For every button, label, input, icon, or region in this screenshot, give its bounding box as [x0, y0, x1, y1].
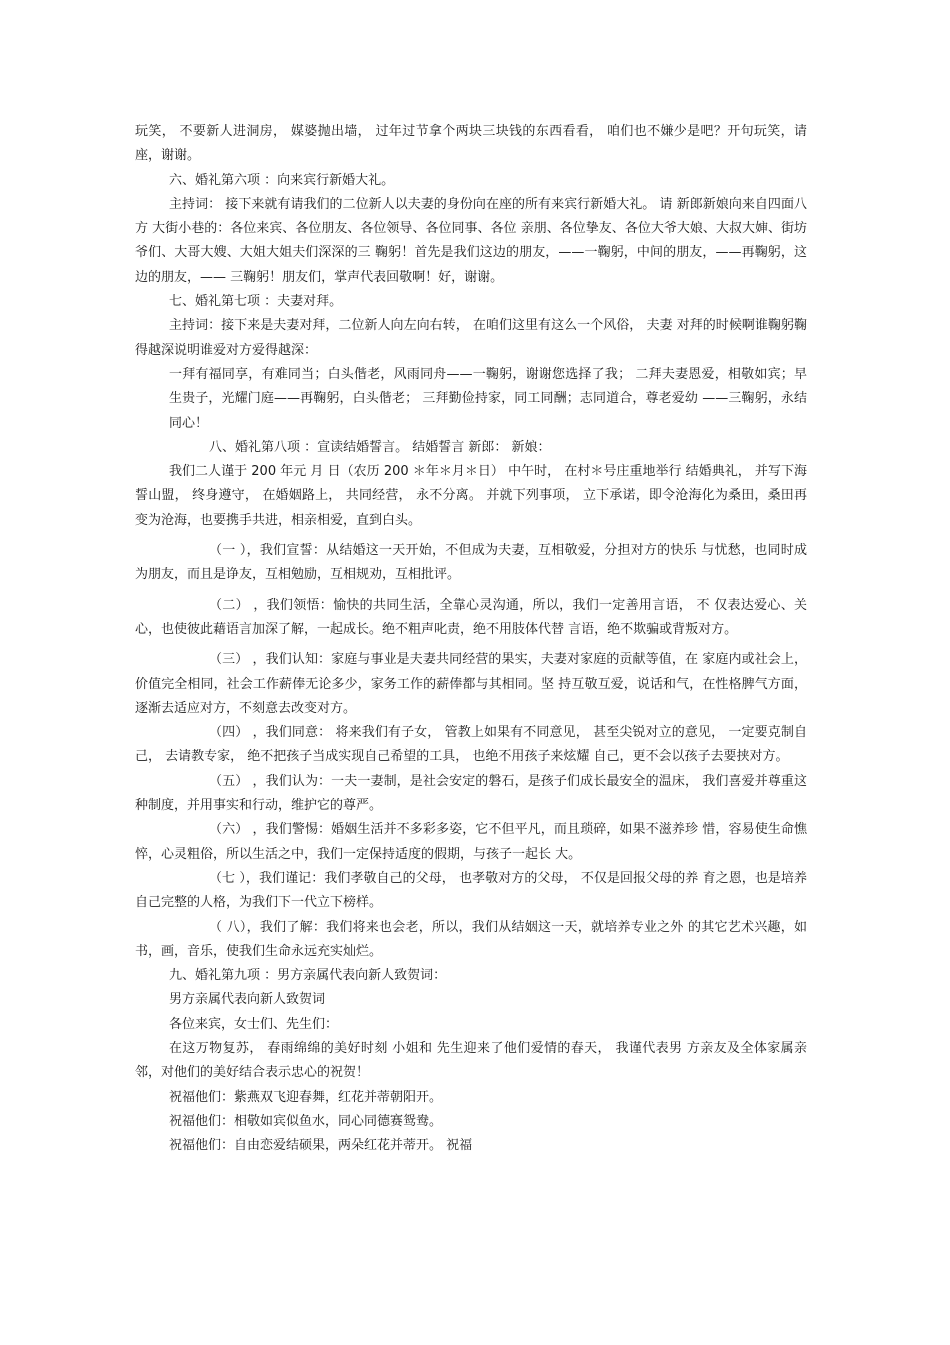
vow-item-3: （三） ，我们认知：家庭与事业是夫妻共同经营的果实，夫妻对家庭的贡献等值，在 家庭内或社会上，价值完全相同，社会工作薪俸无论多少，家务工作的薪俸都与其相同。坚 持互敬互爱，说话和气，在性格脾气方面，逐渐去适应对方，不刻意去改变对方。	[135, 652, 807, 716]
paragraph-vow-intro: 我们二人谨于 200 年元 月 日（农历 200 ＊年＊月＊日） 中午时， 在村＊号庄重地举行 结婚典礼， 并写下海誓山盟， 终身遵守， 在婚姻路上， 共同经营， 永不分离。 并就下列事项， 立下承诺，即令沧海化为桑田，桑田再变为沧海，也要携手共进，相亲相爱，直到白头。	[135, 464, 807, 528]
heading-item-8: 八、婚礼第八项 ：宣读结婚誓言。 结婚誓言 新郎： 新娘：	[209, 439, 551, 455]
document-page	[135, 120, 807, 1158]
paragraph-three-bows: 一拜有福同享，有难同当；白头偕老，风雨同舟——一鞠躬，谢谢您选择了我； 二拜夫妻恩爱，相敬如宾；早生贵子，光耀门庭——再鞠躬，白头偕老； 三拜勤俭持家，同工同酬；志同道合，尊老爱幼 ——三鞠躬，永结同心！	[169, 366, 807, 431]
blessing-line-1: 祝福他们：紫燕双飞迎春舞，红花并蒂朝阳开。	[169, 1089, 443, 1105]
vow-item-6: （六） ，我们警惕：婚姻生活并不多彩多姿，它不但平凡，而且琐碎，如果不滋养珍 惜，容易使生命憔悴，心灵粗俗，所以生活之中，我们一定保持适度的假期，与孩子一起长 大。	[135, 822, 807, 862]
vow-item-5: （五） ，我们认为：一夫一妻制，是社会安定的磐石，是孩子们成长最安全的温床， 我们喜爱并尊重这种制度，并用事实和行动，维护它的尊严。	[135, 773, 807, 814]
paragraph-intro-continuation: 玩笑， 不要新人进洞房， 媒婆抛出墙， 过年过节拿个两块三块钱的东西看看， 咱们也不嫌少是吧？开句玩笑，请座，谢谢。	[135, 124, 807, 164]
vow-item-2: （二） ，我们领悟：愉快的共同生活，全靠心灵沟通，所以，我们一定善用言语， 不 仅表达爱心、关心，也使彼此藉语言加深了解，一起成长。绝不粗声叱责，绝不用肢体代替 言语，绝不欺骗或背叛对方。	[135, 597, 807, 637]
vow-item-8: （ 八），我们了解：我们将来也会老，所以，我们从结姻这一天，就培养专业之外 的其它艺术兴趣，如书，画，音乐，使我们生命永远充实灿烂。	[135, 919, 807, 959]
speech-body: 在这万物复苏， 春雨绵绵的美好时刻 小姐和 先生迎来了他们爱情的春天， 我谨代表男 方亲友及全体家属亲邻，对他们的美好结合表示忠心的祝贺！	[135, 1040, 807, 1081]
blessing-line-3: 祝福他们：自由恋爱结硕果，两朵红花并蒂开。 祝福	[169, 1138, 473, 1154]
speech-greeting: 各位来宾，女士们、先生们：	[169, 1016, 339, 1032]
heading-item-6: 六、婚礼第六项 ：向来宾行新婚大礼。	[169, 172, 395, 188]
paragraph-host-speech-7: 主持词：接下来是夫妻对拜，二位新人向左向右转， 在咱们这里有这么一个风俗， 夫妻 对拜的时候啊谁鞠躬鞠得越深说明谁爱对方爱得越深：	[135, 318, 807, 358]
vow-item-1: （一 ），我们宣誓：从结婚这一天开始，不但成为夫妻，互相敬爱，分担对方的快乐 与忧愁，也同时成为朋友，而且是诤友，互相勉励，互相规劝，互相批评。	[135, 543, 807, 583]
vow-item-4: （四） ，我们同意： 将来我们有子女， 管教上如果有不同意见， 甚至尖锐对立的意见， 一定要克制自己， 去请教专家， 绝不把孩子当成实现自己希望的工具， 也绝不用孩子来炫耀 自己，更不会以孩子去要挟对方。	[135, 725, 807, 765]
vow-item-7: （七 ），我们谨记：我们孝敬自己的父母， 也孝敬对方的父母， 不仅是回报父母的养 育之恩，也是培养自己完整的人格，为我们下一代立下榜样。	[135, 870, 807, 911]
speech-title: 男方亲属代表向新人致贺词	[169, 992, 326, 1008]
heading-item-7: 七、婚礼第七项 ：夫妻对拜。	[169, 294, 343, 310]
heading-item-9: 九、婚礼第九项 ：男方亲属代表向新人致贺词：	[169, 968, 447, 984]
paragraph-host-speech-6: 主持词： 接下来就有请我们的二位新人以夫妻的身份向在座的所有来宾行新婚大礼。 请 新郎新娘向来自四面八方 大街小巷的：各位来宾、各位朋友、各位领导、各位同事、各位 亲朋、各位挚友、各位大爷大娘、大叔大婶、街坊爷们、大哥大嫂、大姐大姐夫们深深的三 鞠躬！首先是我们这边的朋友，——一鞠躬，中间的朋友，——再鞠躬，这边的朋友，—— 三鞠躬！朋友们，掌声代表回敬啊！好，谢谢。	[135, 196, 807, 285]
blessing-line-2: 祝福他们：相敬如宾似鱼水，同心同德赛鸳鸯。	[169, 1113, 443, 1129]
